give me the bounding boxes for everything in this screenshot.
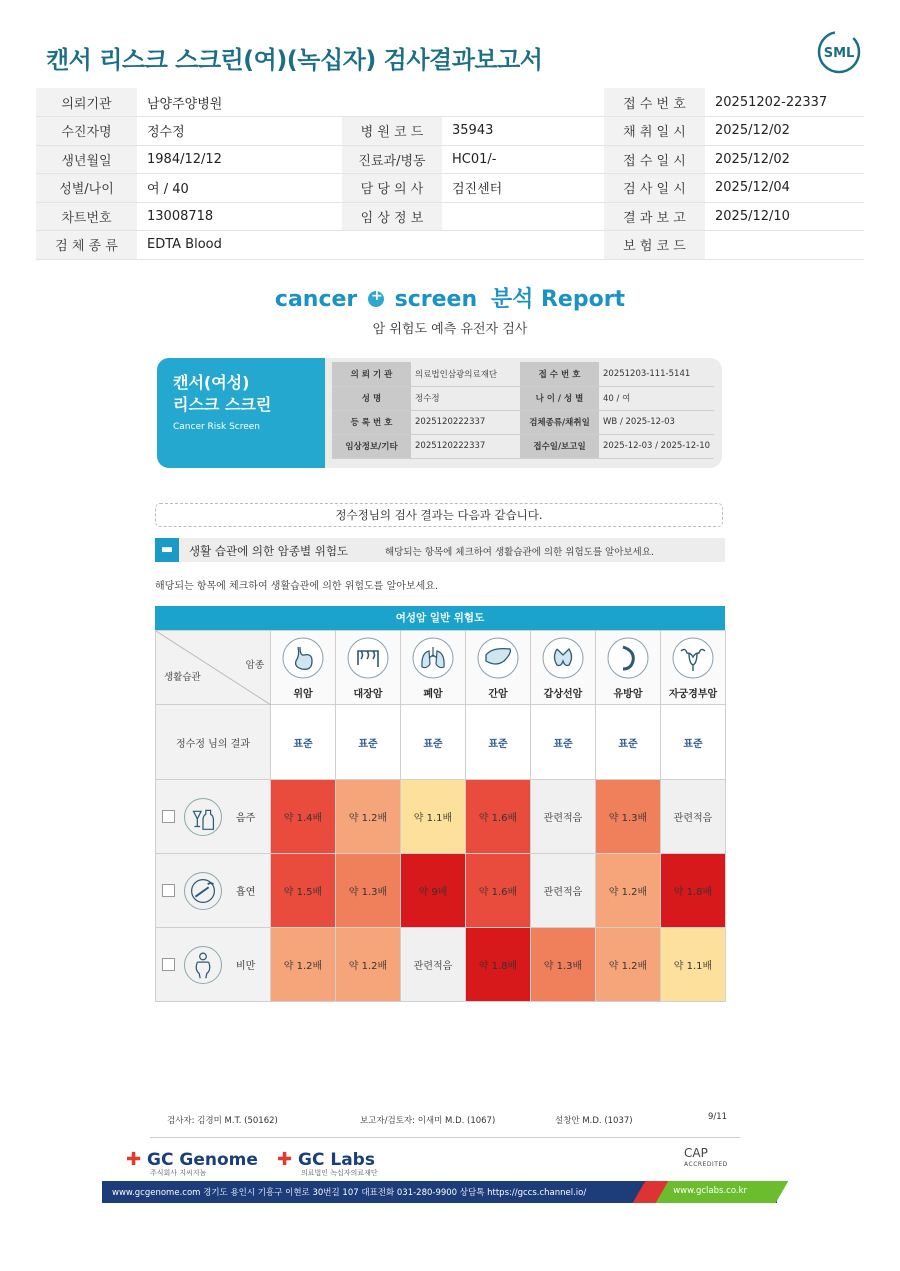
info-v3: 2025/12/02 xyxy=(705,117,864,146)
risk-value-cell: 약 1.2배 xyxy=(596,928,661,1002)
info-v1: 여 / 40 xyxy=(137,174,342,203)
info-l1: 생년월일 xyxy=(36,145,137,174)
card-k2: 검체종류/채취일 xyxy=(520,410,599,434)
habit-row-2 xyxy=(156,928,726,1002)
risk-value-cell: 약 1.4배 xyxy=(271,780,336,854)
info-v3: 20251202-22337 xyxy=(705,88,864,117)
risk-value-cell: 약 1.3배 xyxy=(336,854,401,928)
habit-checkbox[interactable] xyxy=(162,884,175,897)
section-caption: 해당되는 항목에 체크하여 생활습관에 의한 위험도를 알아보세요. xyxy=(155,581,439,592)
card-k1: 임상정보/기타 xyxy=(332,434,411,458)
cancer-column-1 xyxy=(336,631,401,705)
risk-value-cell: 약 1.2배 xyxy=(336,928,401,1002)
cancer-column-0 xyxy=(271,631,336,705)
info-l3: 검 사 일 시 xyxy=(604,174,705,203)
brand-cancer: cancer xyxy=(274,287,358,312)
risk-table xyxy=(155,630,726,1002)
thyroid-icon xyxy=(542,637,584,679)
result-label: 정수정 님의 결과 xyxy=(156,705,271,780)
brand-report: 분석 Report xyxy=(490,287,626,312)
sml-logo xyxy=(817,30,861,74)
risk-value-cell: 관련적음 xyxy=(401,928,466,1002)
corner-top-label: 암종 xyxy=(245,660,264,671)
info-v1: EDTA Blood xyxy=(137,231,342,260)
habit-label-cell xyxy=(156,854,271,928)
cancer-name: 유방암 xyxy=(613,689,643,700)
risk-value-cell: 약 1.8배 xyxy=(661,854,726,928)
liver-icon xyxy=(477,637,519,679)
info-l2: 담 당 의 사 xyxy=(342,174,442,203)
info-l2: 병 원 코 드 xyxy=(342,117,442,146)
patient-card xyxy=(157,358,722,468)
info-l2 xyxy=(342,231,442,260)
footer-divider xyxy=(150,1137,740,1138)
tester: 검사자: 김경미 M.T. (50162) xyxy=(167,1116,278,1126)
habit-name: 비만 xyxy=(236,961,256,972)
card-k1: 의 뢰 기 관 xyxy=(332,362,411,386)
info-l2: 진료과/병동 xyxy=(342,145,442,174)
risk-value-cell: 관련적음 xyxy=(531,854,596,928)
risk-value-cell: 약 1.1배 xyxy=(401,780,466,854)
bed-icon: ▬ xyxy=(155,538,179,562)
cancer-name: 위암 xyxy=(293,689,313,700)
section-description: 해당되는 항목에 체크하여 생활습관에 의한 위험도를 알아보세요. xyxy=(385,547,654,558)
report-brand xyxy=(0,282,900,313)
cancer-name: 대장암 xyxy=(353,689,383,700)
result-notice: 정수정님의 검사 결과는 다음과 같습니다. xyxy=(155,503,723,527)
card-k2: 접 수 번 호 xyxy=(520,362,599,386)
info-v2 xyxy=(442,202,604,231)
info-l1: 차트번호 xyxy=(36,202,137,231)
gc-labs-logo: ✚ GC Labs 의료법인 녹십자의료재단 xyxy=(277,1149,378,1177)
info-l3: 접 수 번 호 xyxy=(604,88,705,117)
cancer-name: 폐암 xyxy=(423,689,443,700)
card-row xyxy=(332,434,714,458)
section-title: 생활 습관에 의한 암종별 위험도 xyxy=(189,544,349,558)
risk-value-cell: 약 9배 xyxy=(401,854,466,928)
risk-value-cell: 약 1.3배 xyxy=(531,928,596,1002)
cancer-name: 자궁경부암 xyxy=(668,689,718,700)
risk-value-cell: 관련적음 xyxy=(531,780,596,854)
info-v2: 검진센터 xyxy=(442,174,604,203)
corner-bottom-label: 생활습관 xyxy=(164,672,201,683)
card-info-table xyxy=(332,362,714,459)
habit-name: 흡연 xyxy=(236,887,256,898)
cap-accredited-logo: CAP ACCREDITED xyxy=(684,1146,728,1168)
result-value: 표준 xyxy=(271,705,336,780)
stomach-icon xyxy=(282,637,324,679)
result-value: 표준 xyxy=(661,705,726,780)
info-l1: 검 체 종 류 xyxy=(36,231,137,260)
habit-label-cell xyxy=(156,928,271,1002)
cancer-column-5 xyxy=(596,631,661,705)
info-v3: 2025/12/02 xyxy=(705,145,864,174)
smoking-icon xyxy=(184,872,222,910)
lung-icon xyxy=(412,637,454,679)
risk-value-cell: 약 1.8배 xyxy=(466,928,531,1002)
page-title: 캔서 리스크 스크린(여)(녹십자) 검사결과보고서 xyxy=(46,46,543,74)
info-l1: 의뢰기관 xyxy=(36,88,137,117)
info-v3: 2025/12/10 xyxy=(705,202,864,231)
risk-value-cell: 약 1.5배 xyxy=(271,854,336,928)
info-v3: 2025/12/04 xyxy=(705,174,864,203)
info-l2: 임 상 정 보 xyxy=(342,202,442,231)
risk-value-cell: 약 1.6배 xyxy=(466,780,531,854)
info-v1: 1984/12/12 xyxy=(137,145,342,174)
card-title-block xyxy=(157,358,325,468)
risk-table-wrap xyxy=(155,606,725,1002)
risk-value-cell: 약 1.6배 xyxy=(466,854,531,928)
info-l3: 채 취 일 시 xyxy=(604,117,705,146)
info-row xyxy=(36,117,864,146)
card-v1: 정수정 xyxy=(411,386,520,410)
info-v1: 남양주양병원 xyxy=(137,88,342,117)
info-l3: 결 과 보 고 xyxy=(604,202,705,231)
brand-screen: screen xyxy=(394,287,478,312)
card-title-en: Cancer Risk Screen xyxy=(173,422,261,432)
card-v2: WB / 2025-12-03 xyxy=(599,410,714,434)
risk-plus-icon xyxy=(368,291,384,307)
result-value: 표준 xyxy=(531,705,596,780)
risk-value-cell: 약 1.2배 xyxy=(596,854,661,928)
cancer-name: 갑상선암 xyxy=(543,689,583,700)
section-header xyxy=(155,538,725,562)
corner-cell xyxy=(156,631,271,705)
card-title-line1: 캔서(여성) xyxy=(173,373,250,392)
result-value: 표준 xyxy=(401,705,466,780)
info-row xyxy=(36,202,864,231)
cancer-column-3 xyxy=(466,631,531,705)
cancer-column-6 xyxy=(661,631,726,705)
card-v2: 40 / 여 xyxy=(599,386,714,410)
info-row xyxy=(36,145,864,174)
info-l3: 보 험 코 드 xyxy=(604,231,705,260)
card-v1: 의료법인삼광의료재단 xyxy=(411,362,520,386)
info-row xyxy=(36,174,864,203)
habit-label-cell xyxy=(156,780,271,854)
info-row xyxy=(36,88,864,117)
reviewer: 설창안 M.D. (1037) xyxy=(555,1116,633,1126)
risk-value-cell: 관련적음 xyxy=(661,780,726,854)
card-row xyxy=(332,386,714,410)
obesity-icon xyxy=(184,946,222,984)
colon-icon xyxy=(347,637,389,679)
footer-address: www.gcgenome.com 경기도 용인시 기흥구 이현로 30번길 107 대표전화 031-280-9900 상담톡 https://gccs.channel.io/ xyxy=(112,1188,587,1198)
info-v2 xyxy=(442,231,604,260)
uterus-icon xyxy=(672,637,714,679)
page-number: 9/11 xyxy=(708,1112,728,1122)
cancer-name: 간암 xyxy=(488,689,508,700)
info-v2 xyxy=(442,88,604,117)
result-row xyxy=(156,705,726,780)
card-k2: 나 이 / 성 별 xyxy=(520,386,599,410)
card-row xyxy=(332,410,714,434)
result-value: 표준 xyxy=(596,705,661,780)
footer-bar xyxy=(102,1181,777,1203)
habit-checkbox[interactable] xyxy=(162,810,175,823)
info-v2: HC01/- xyxy=(442,145,604,174)
card-v1: 2025120222337 xyxy=(411,410,520,434)
card-k2: 접수일/보고일 xyxy=(520,434,599,458)
risk-table-header: 여성암 일반 위험도 xyxy=(155,606,725,630)
habit-checkbox[interactable] xyxy=(162,958,175,971)
breast-icon xyxy=(607,637,649,679)
report-subtitle: 암 위험도 예측 유전자 검사 xyxy=(372,322,528,337)
result-value: 표준 xyxy=(336,705,401,780)
card-v2: 2025-12-03 / 2025-12-10 xyxy=(599,434,714,458)
risk-value-cell: 약 1.1배 xyxy=(661,928,726,1002)
risk-value-cell: 약 1.2배 xyxy=(271,928,336,1002)
habit-row-0 xyxy=(156,780,726,854)
cancer-column-4 xyxy=(531,631,596,705)
info-v1: 정수정 xyxy=(137,117,342,146)
info-l3: 접 수 일 시 xyxy=(604,145,705,174)
cancer-column-2 xyxy=(401,631,466,705)
info-l1: 수진자명 xyxy=(36,117,137,146)
card-v1: 2025120222337 xyxy=(411,434,520,458)
cancer-header-row xyxy=(156,631,726,705)
card-k1: 성 명 xyxy=(332,386,411,410)
patient-info-table xyxy=(36,88,864,260)
risk-value-cell: 약 1.3배 xyxy=(596,780,661,854)
reporter: 보고자/검토자: 이새미 M.D. (1067) xyxy=(360,1116,496,1126)
habit-row-1 xyxy=(156,854,726,928)
card-row xyxy=(332,362,714,386)
risk-value-cell: 약 1.2배 xyxy=(336,780,401,854)
alcohol-icon xyxy=(184,798,222,836)
info-v2: 35943 xyxy=(442,117,604,146)
info-l1: 성별/나이 xyxy=(36,174,137,203)
info-v3 xyxy=(705,231,864,260)
habit-name: 음주 xyxy=(236,813,256,824)
info-l2 xyxy=(342,88,442,117)
card-title-line2: 리스크 스크린 xyxy=(173,395,272,414)
footer-url: www.gclabs.co.kr xyxy=(673,1186,747,1196)
info-row xyxy=(36,231,864,260)
info-v1: 13008718 xyxy=(137,202,342,231)
svg-text:SML: SML xyxy=(823,46,855,61)
gc-genome-logo: ✚ GC Genome 주식회사 지씨지놈 xyxy=(126,1149,258,1177)
card-k1: 등 록 번 호 xyxy=(332,410,411,434)
card-v2: 20251203-111-5141 xyxy=(599,362,714,386)
result-value: 표준 xyxy=(466,705,531,780)
